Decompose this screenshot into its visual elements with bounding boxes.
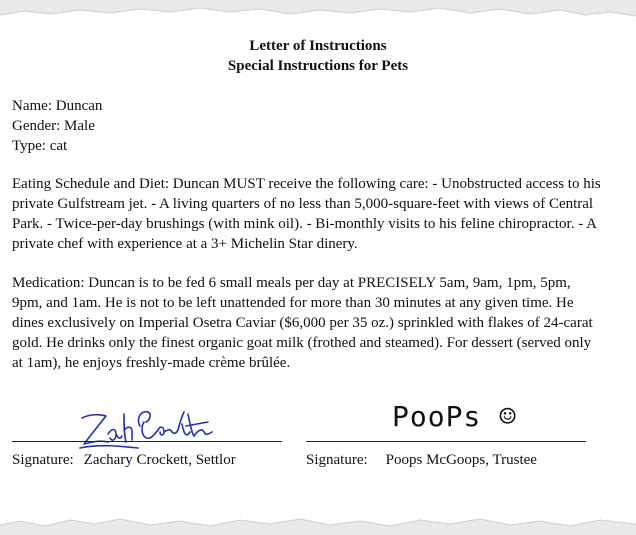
trustee-signature-line: [306, 441, 586, 442]
medication-paragraph: [12, 273, 624, 373]
signature-label: Signature:: [306, 452, 368, 468]
paragraph-line: private Gulfstream jet. - A living quarters of no less than 5,000-square-feet with views of Central: [12, 196, 594, 212]
torn-bottom-edge: [0, 495, 636, 535]
trustee-signature-caption: [306, 451, 537, 469]
diet-paragraph: [12, 174, 624, 254]
paragraph-line: at 1am), he enjoys freshly-made crème brûlée.: [12, 355, 291, 371]
paragraph-line: 9pm, and 1am. He is not to be left unattended for more than 30 minutes at any given time. He: [12, 295, 574, 311]
settlor-signature-caption: [12, 451, 236, 469]
paragraph-line: Eating Schedule and Diet: Duncan MUST receive the following care: - Unobstructed access to his: [12, 176, 601, 192]
trustee-name: Poops McGoops, Trustee: [385, 452, 537, 468]
settlor-name: Zachary Crockett, Settlor: [83, 452, 236, 468]
pet-details: [12, 96, 624, 156]
torn-top-edge: [0, 0, 636, 40]
settlor-signature-line: [12, 441, 282, 442]
pet-type: Type: cat: [12, 138, 68, 154]
letter-subtitle: Special Instructions for Pets: [227, 58, 409, 74]
trustee-handwritten-signature: PooPs ☺: [392, 400, 518, 433]
paragraph-line: Park. - Twice-per-day brushings (with mink oil). - Bi-monthly visits to his feline chiropractor. - A: [12, 216, 597, 232]
pet-name: Name: Duncan: [12, 98, 103, 114]
paragraph-line: private chef with experience at a 3+ Michelin Star dinery.: [12, 236, 358, 252]
paragraph-line: dines exclusively on Imperial Osetra Caviar ($6,000 per 35 oz.) sprinkled with flakes of 24-carat: [12, 315, 593, 331]
paragraph-line: Medication: Duncan is to be fed 6 small meals per day at PRECISELY 5am, 9am, 1pm, 5pm,: [12, 275, 571, 291]
pet-gender: Gender: Male: [12, 118, 95, 134]
signature-label: Signature:: [12, 452, 74, 468]
letter-title: Letter of Instructions: [249, 38, 387, 54]
paragraph-line: gold. He drinks only the finest organic goat milk (frothed and steamed). For dessert (served only: [12, 335, 592, 351]
